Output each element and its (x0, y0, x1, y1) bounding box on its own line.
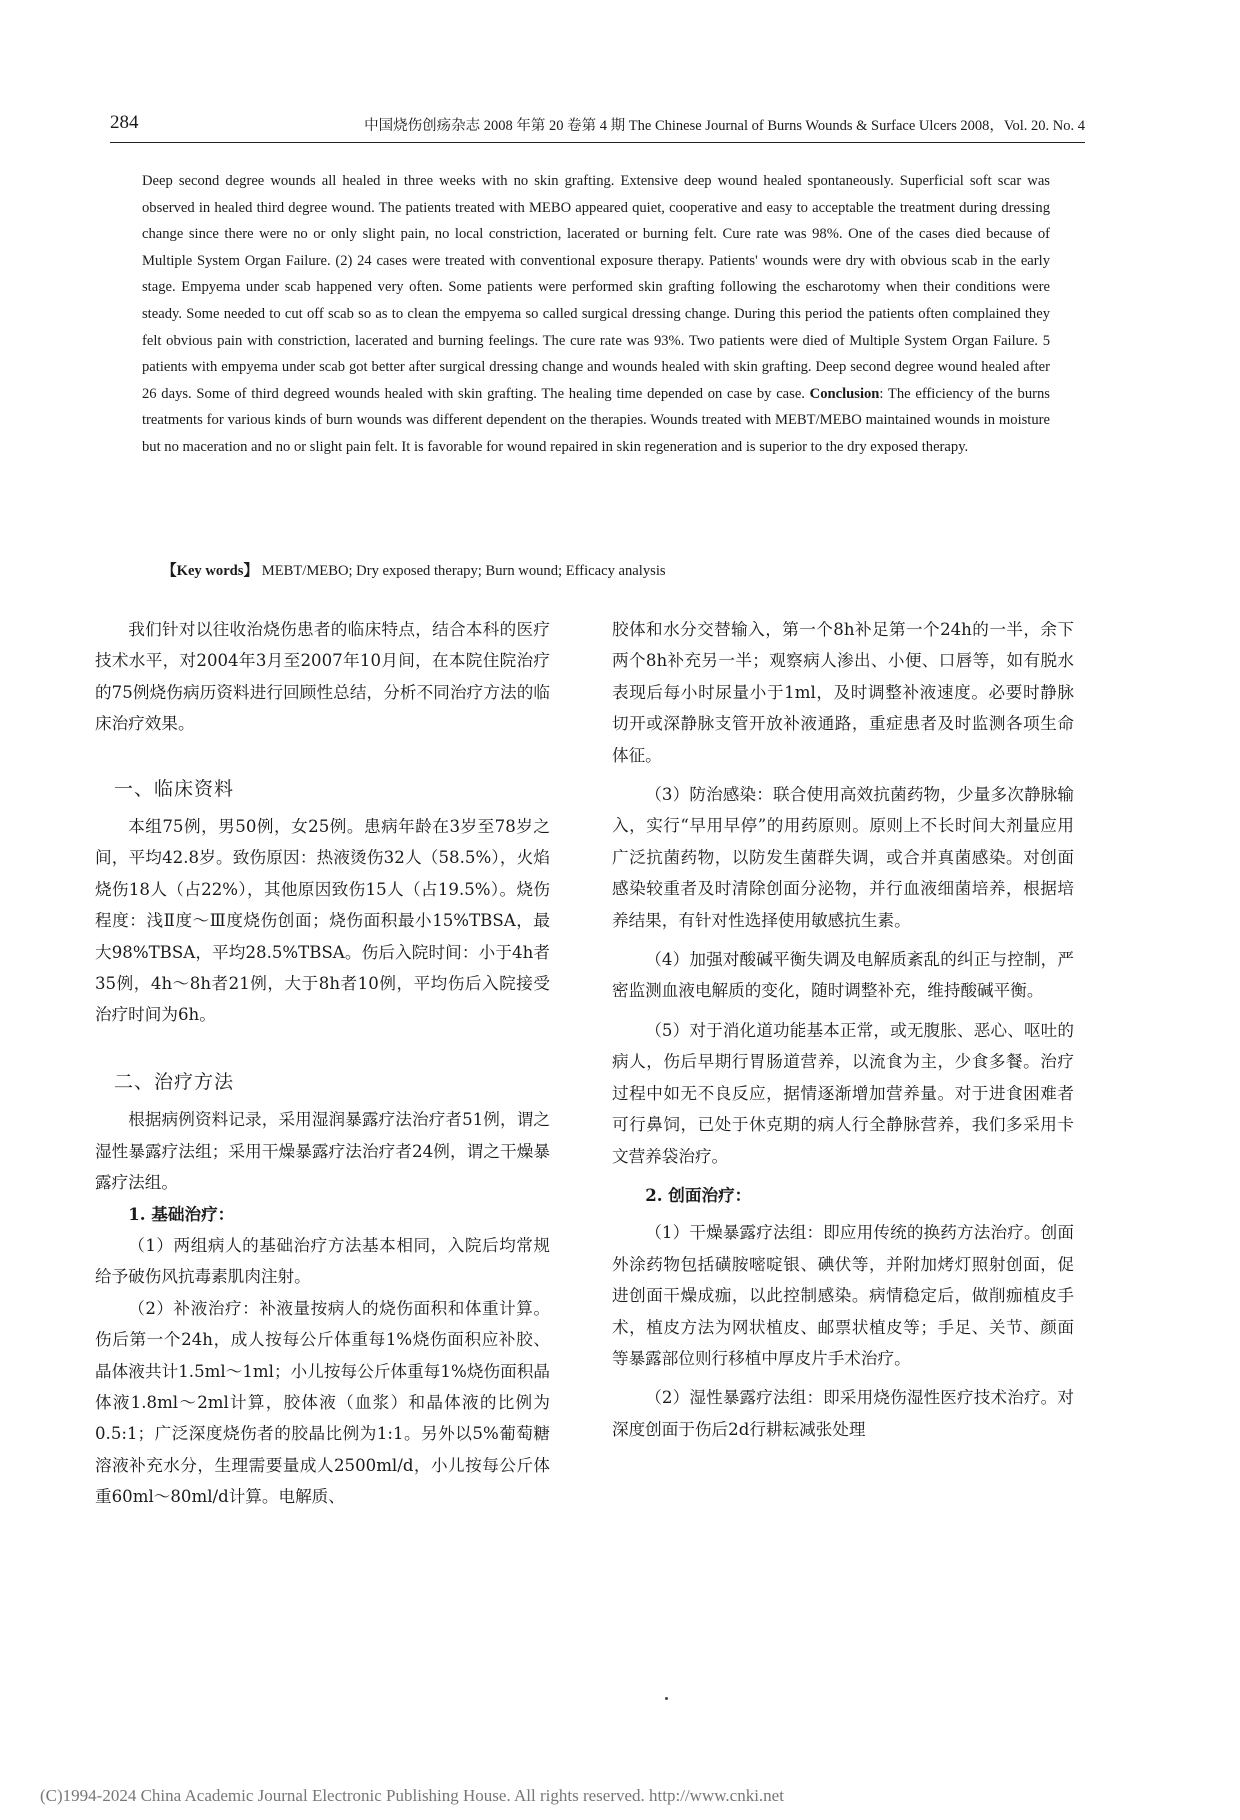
keywords-label: 【Key words】 (162, 563, 259, 579)
section-heading-clinical-data: 一、临床资料 (114, 777, 235, 800)
treatment-groups-paragraph: 根据病例资料记录，采用湿润暴露疗法治疗者51例，谓之湿性暴露疗法组；采用干燥暴露疗法治疗者24例，谓之干燥暴露疗法组。 (95, 1110, 550, 1193)
section-heading-treatment-methods: 二、治疗方法 (114, 1070, 235, 1093)
basic-treatment-1: （1）两组病人的基础治疗方法基本相同，入院后均常规给予破伤风抗毒素肌肉注射。 (95, 1235, 550, 1287)
subheading-wound-treatment: 2. 创面治疗： (645, 1184, 752, 1205)
subheading-basic-treatment: 1. 基础治疗： (128, 1203, 235, 1224)
fluid-therapy-paragraph: （2）补液治疗：补液量按病人的烧伤面积和体重计算。伤后第一个24h，成人按每公斤体重每1%烧伤面积应补胶、晶体液共计1.5ml～1ml；小儿按每公斤体重每1%烧伤面积晶体液1.8ml～2ml计算，胶体液（血浆）和晶体液的比例为0.5:1；广泛深度烧伤者的胶晶比例为1:1。另外以5%葡萄糖溶液补充水分，生理需要量成人2500ml/d，小儿按每公斤体重60ml～80ml/d计算。电解质、 (95, 1298, 550, 1507)
clinical-data-paragraph: 本组75例，男50例，女25例。患病年龄在3岁至78岁之间，平均42.8岁。致伤原因：热液烫伤32人（58.5%），火焰烧伤18人（占22%），其他原因致伤15人（占19.5%）。烧伤程度：浅Ⅱ度～Ⅲ度烧伤创面；烧伤面积最小15%TBSA，最大98%TBSA，平均28.5%TBSA。伤后入院时间：小于4h者35例，4h～8h者21例，大于8h者10例，平均伤后入院接受治疗时间为6h。 (95, 817, 550, 1025)
keywords-text: MEBT/MEBO; Dry exposed therapy; Burn wound; Efficacy analysis (258, 563, 666, 579)
dry-exposure-paragraph: （1）干燥暴露疗法组：即应用传统的换药方法治疗。创面外涂药物包括磺胺嘧啶银、碘伏等，并附加烤灯照射创面，促进创面干燥成痂，以此控制感染。病情稳定后，做削痂植皮手术，植皮方法为网状植皮、邮票状植皮等；手足、关节、颜面等暴露部位则行移植中厚皮片手术治疗。 (612, 1223, 1074, 1368)
copyright-footer: (C)1994-2024 China Academic Journal Electronic Publishing House. All rights reserved. http://www.cnki.net (40, 1786, 784, 1805)
left-column (95, 614, 550, 1513)
page-number: 284 (110, 112, 139, 133)
keywords-line (162, 559, 666, 580)
header-rule (110, 142, 1085, 143)
fluid-therapy-continued: 胶体和水分交替输入，第一个8h补足第一个24h的一半，余下两个8h补充另一半；观察病人渗出、小便、口唇等，如有脱水表现后每小时尿量小于1ml，及时调整补液速度。必要时静脉切开或深静脉支管开放补液通路，重症患者及时监测各项生命体征。 (612, 620, 1074, 765)
running-head: 中国烧伤创疡杂志 2008 年第 20 卷第 4 期 The Chinese Journal of Burns Wounds & Surface Ulcers 2008，Vol. 20. No. 4 (364, 118, 1085, 134)
english-abstract (142, 168, 1050, 461)
abstract-text-part1: Deep second degree wounds all healed in three weeks with no skin grafting. Extensive deep wound healed spontaneously. Superficial soft scar was observed in healed third degree wound. The patients treated with MEBO appeared quiet, cooperative and easy to acceptable the treatment during dressing change since there were no or only slight pain, no local constriction, lacerated or burning felt. Cure rate was 98%. One of the cases died because of Multiple System Organ Failure. (2) 24 cases were treated with conventional exposure therapy. Patients' wounds were dry with obvious scab in the early stage. Empyema under scab happened very often. Some patients were performed skin grafting following the escharotomy when their conditions were steady. Some needed to cut off scab so as to clean the empyema so called surgical dressing change. During this period the patients often complained they felt obvious pain with constriction, lacerated and burning feelings. The cure rate was 93%. Two patients were died of Multiple System Organ Failure. 5 patients with empyema under scab got better after surgical dressing change and wounds healed with skin grafting. Deep second degree wound healed after 26 days. Some of third degreed wounds healed with skin grafting. The healing time depended on case by case. (142, 173, 1050, 402)
nutrition-paragraph: （5）对于消化道功能基本正常，或无腹胀、恶心、呕吐的病人，伤后早期行胃肠道营养，以流食为主，少食多餐。治疗过程中如无不良反应，据情逐渐增加营养量。对于进食困难者可行鼻饲，已处于休克期的病人行全静脉营养，我们多采用卡文营养袋治疗。 (612, 1020, 1074, 1166)
stray-dot (665, 1697, 668, 1700)
abstract-text-part2: : The efficiency of the burns treatments for various kinds of burn wounds was different dependent on the therapies. Wounds treated with MEBT/MEBO maintained wounds in moisture but no maceration and no or slight pain felt. It is favorable for wound repaired in skin regeneration and is superior to the dry exposed therapy. (142, 385, 1050, 455)
conclusion-label: Conclusion (809, 385, 880, 402)
moist-exposure-paragraph: （2）湿性暴露疗法组：即采用烧伤湿性医疗技术治疗。对深度创面于伤后2d行耕耘减张处理 (612, 1388, 1074, 1439)
page-header (110, 112, 1085, 142)
intro-paragraph: 我们针对以往收治烧伤患者的临床特点，结合本科的医疗技术水平，对2004年3月至2007年10月间，在本院住院治疗的75例烧伤病历资料进行回顾性总结，分析不同治疗方法的临床治疗效果。 (95, 620, 550, 734)
right-column (612, 614, 1074, 1445)
infection-control-paragraph: （3）防治感染：联合使用高效抗菌药物，少量多次静脉输入，实行“早用早停”的用药原则。原则上不长时间大剂量应用广泛抗菌药物，以防发生菌群失调，或合并真菌感染。对创面感染较重者及时清除创面分泌物，并行血液细菌培养，根据培养结果，有针对性选择使用敏感抗生素。 (612, 785, 1074, 930)
acid-base-paragraph: （4）加强对酸碱平衡失调及电解质紊乱的纠正与控制，严密监测血液电解质的变化，随时调整补充，维持酸碱平衡。 (612, 950, 1074, 1001)
